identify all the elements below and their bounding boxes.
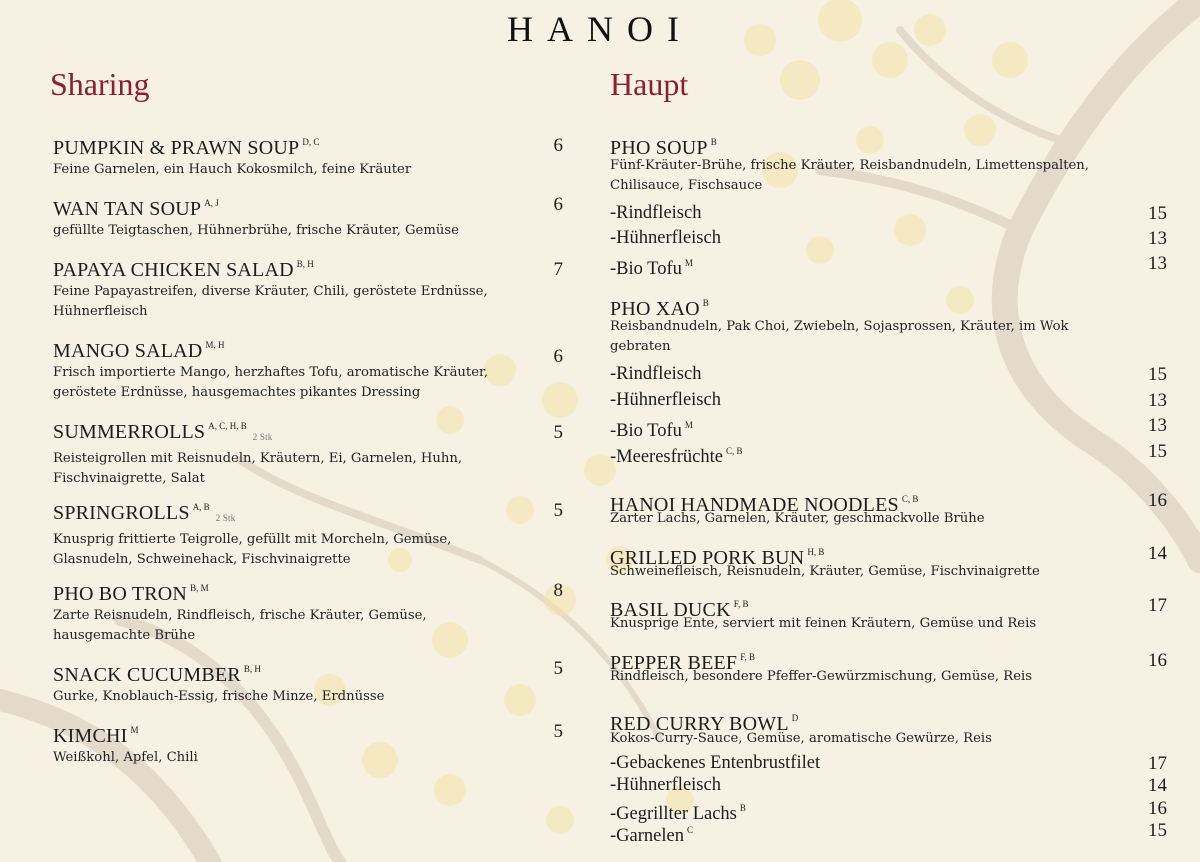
item-name: PAPAYA CHICKEN SALAD $^{B, H}$ [53,259,314,281]
menu-item [53,658,523,707]
item-description: Feine Garnelen, ein Hauch Kokosmilch, feine Kräuter [53,162,412,177]
variant-price: 15 [1148,364,1167,385]
item-name: BASIL DUCK $^{F, B}$ [610,599,749,621]
menu-item [53,719,523,768]
allergen-codes: B, M [190,583,209,593]
item-name: PHO SOUP $^B$ [610,137,717,159]
item-price: 16 [1148,490,1167,511]
variant-option: -Gegrillter Lachs $^B$ [610,802,746,824]
menu-item [53,496,523,570]
menu-item [53,253,523,322]
variant-option: -Bio Tofu $^M$ [610,420,693,441]
item-description: Gurke, Knoblauch-Essig, frische Minze, Erdnüsse [53,689,385,704]
item-quantity: 2 Stk [215,513,236,523]
restaurant-name: HANOI [507,9,693,49]
item-name: WAN TAN SOUP $^{A, J}$ [53,198,219,220]
item-name: PHO XAO $^B$ [610,298,709,320]
item-description: Fünf-Kräuter-Brühe, frische Kräuter, Reisbandnudeln, Limettenspalten, [610,158,1089,173]
allergen-codes: B, H [243,664,261,674]
item-description: Feine Papayastreifen, diverse Kräuter, Chili, geröstete Erdnüsse, Hühnerfleisch [53,284,488,319]
item-price: 17 [1148,595,1167,616]
item-description: Zarte Reisnudeln, Rindfleisch, frische Kräuter, Gemüse, hausgemachte Brühe [53,608,427,643]
allergen-codes: C, B [726,445,743,456]
allergen-codes: D [791,713,799,723]
item-price: 6 [553,135,563,156]
variant-option: -Bio Tofu $^M$ [610,258,693,279]
variant-option: -Garnelen $^C$ [610,824,693,846]
item-price: 5 [553,721,563,742]
allergen-codes: M [684,258,693,268]
variant-price: 14 [1148,775,1167,797]
haupt-title: Haupt [610,66,689,102]
allergen-codes: M [130,725,139,735]
item-name: PEPPER BEEF $^{F, B}$ [610,652,756,674]
variant-price: 15 [1148,440,1167,462]
menu-item [53,334,523,403]
item-price: 14 [1148,543,1167,564]
variant-option: -Rindfleisch [610,364,702,384]
item-name: PHO BO TRON $^{B, M}$ [53,583,209,605]
item-description: Knusprige Ente, serviert mit feinen Kräutern, Gemüse und Reis [610,616,1037,631]
allergen-codes: B [710,137,717,147]
item-description: Schweinefleisch, Reisnudeln, Kräuter, Gemüse, Fischvinaigrette [610,564,1040,579]
menu-item [53,131,523,180]
item-name: HANOI HANDMADE NOODLES $^{C, B}$ [610,494,919,516]
item-description: gefüllte Teigtaschen, Hühnerbrühe, frische Kräuter, Gemüse [53,223,459,238]
variant-option: -Hühnerfleisch [610,389,721,410]
item-name: RED CURRY BOWL $^D$ [610,713,799,735]
item-name: MANGO SALAD $^{M, H}$ [53,340,225,362]
allergen-codes: F, B [733,599,749,609]
item-name: SPRINGROLLS $^{A, B}$2 Stk [53,502,236,524]
allergen-codes: C [686,824,693,835]
item-name: PUMPKIN & PRAWN SOUP $^{D, C}$ [53,137,320,159]
menu-item [53,192,523,241]
allergen-codes: B [739,802,746,813]
item-description: Frisch importierte Mango, herzhaftes Tofu, aromatische Kräuter, geröstete Erdnüsse, hausgemachtes pikantes Dressing [53,365,489,400]
allergen-codes: C, B [901,494,919,504]
menu-item [53,415,523,489]
allergen-codes: M, H [205,340,225,350]
allergen-codes: M [684,420,693,430]
allergen-codes: H, B [807,547,825,557]
sharing-title: Sharing [50,66,150,102]
allergen-codes: F, B [740,652,756,662]
item-description: gebraten [610,339,671,354]
item-price: 16 [1148,650,1167,671]
item-name: SNACK CUCUMBER $^{B, H}$ [53,664,261,686]
variant-option: -Rindfleisch [610,203,702,223]
variant-price: 15 [1148,203,1167,224]
variant-price: 16 [1148,797,1167,819]
variant-price: 15 [1148,819,1167,841]
variant-option: -Hühnerfleisch [610,228,721,248]
item-description: Knusprig frittierte Teigrolle, gefüllt mit Morcheln, Gemüse, Glasnudeln, Schweinehack, Fischvinaigrette [53,532,452,567]
variant-option: -Meeresfrüchte $^{C, B}$ [610,445,743,467]
variant-price: 13 [1148,389,1167,411]
allergen-codes: A, J [204,198,219,208]
item-name: SUMMERROLLS $^{A, C, H, B}$2 Stk [53,421,273,443]
item-price: 5 [553,658,563,679]
item-name: KIMCHI $^M$ [53,725,139,747]
allergen-codes: A, C, H, B [208,421,247,431]
item-description: Rindfleisch, besondere Pfeffer-Gewürzmischung, Gemüse, Reis [610,669,1032,684]
item-description: Kokos-Curry-Sauce, Gemüse, aromatische Gewürze, Reis [610,731,992,746]
item-price: 7 [553,259,563,280]
variant-option: -Hühnerfleisch [610,775,721,796]
item-description: Weißkohl, Apfel, Chili [53,750,198,765]
item-price: 5 [553,422,563,443]
item-description: Zarter Lachs, Garnelen, Kräuter, geschmackvolle Brühe [610,511,985,526]
allergen-codes: A, B [192,502,210,512]
menu-item [53,577,523,646]
item-description: Reisbandnudeln, Pak Choi, Zwiebeln, Sojasprossen, Kräuter, im Wok [610,319,1069,334]
variant-option: -Gebackenes Entenbrustfilet [610,753,821,773]
allergen-codes: D, C [302,137,320,147]
variant-price: 13 [1148,253,1167,274]
item-price: 8 [553,580,563,601]
item-price: 5 [553,500,563,521]
variant-price: 13 [1148,415,1167,436]
item-quantity: 2 Stk [252,432,273,442]
item-price: 6 [553,346,563,367]
item-name: GRILLED PORK BUN $^{H, B}$ [610,547,825,569]
variant-price: 13 [1148,228,1167,249]
allergen-codes: B, H [296,259,314,269]
variant-price: 17 [1148,753,1167,774]
item-description: Reisteigrollen mit Reisnudeln, Kräutern, Ei, Garnelen, Huhn, Fischvinaigrette, Salat [53,451,463,486]
item-price: 6 [553,194,563,215]
item-description: Chilisauce, Fischsauce [610,178,763,193]
allergen-codes: B [702,298,709,308]
